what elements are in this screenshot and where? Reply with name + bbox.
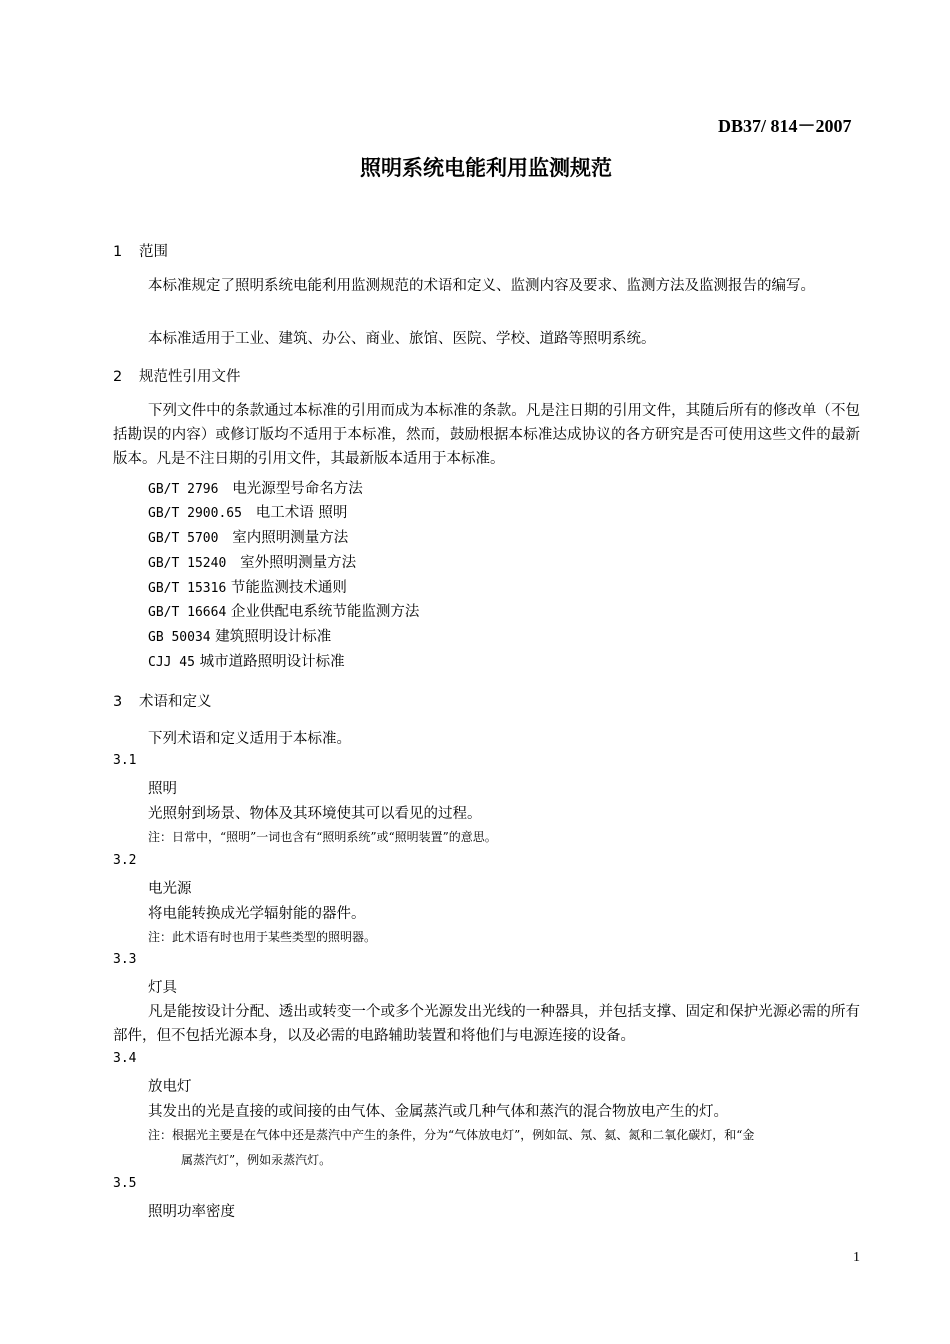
term-name: 电光源 <box>148 881 192 897</box>
term-name: 放电灯 <box>148 1079 192 1095</box>
section-3-heading <box>113 690 212 711</box>
term-definition: 凡是能按设计分配、透出或转变一个或多个光源发出光线的一种器具，并包括支撑、固定和保护光源必需的所有部件，但不包括光源本身，以及必需的电路辅助装置和将他们与电源连接的设备。 <box>113 1004 860 1044</box>
reference-code: GB 50034 <box>148 630 211 645</box>
reference-item <box>148 551 356 572</box>
standard-code: DB37/ 814－2007 <box>718 116 852 136</box>
term-note-line-1: 注：根据光主要是在气体中还是蒸汽中产生的条件，分为“气体放电灯”，例如氙、氖、氦、氮和二氧化碳灯，和“金 <box>148 1128 755 1142</box>
reference-name: 城市道路照明设计标准 <box>199 654 345 670</box>
clause-number: 3.5 <box>113 1176 137 1191</box>
reference-code: GB/T 5700 <box>148 531 219 546</box>
section-1-paragraph-1: 本标准规定了照明系统电能利用监测规范的术语和定义、监测内容及要求、监测方法及监测报告的编写。 <box>148 278 815 294</box>
section-1-heading <box>113 240 168 261</box>
reference-item <box>148 625 331 646</box>
clause-number: 3.4 <box>113 1051 137 1066</box>
term-note-line-2: 属蒸汽灯”，例如汞蒸汽灯。 <box>181 1153 332 1167</box>
clause-number: 3.2 <box>113 853 137 868</box>
section-number: 3 <box>113 694 123 710</box>
term-name: 照明功率密度 <box>148 1204 235 1220</box>
page-number: 1 <box>853 1250 860 1265</box>
reference-code: GB/T 15240 <box>148 556 227 571</box>
reference-name: 企业供配电系统节能监测方法 <box>230 604 420 620</box>
section-3-intro: 下列术语和定义适用于本标准。 <box>148 731 351 747</box>
reference-name: 建筑照明设计标准 <box>215 629 332 645</box>
section-2-paragraph-1: 下列文件中的条款通过本标准的引用而成为本标准的条款。凡是注日期的引用文件，其随后所有的修改单（不包括勘误的内容）或修订版均不适用于本标准，然而，鼓励根据本标准达成协议的各方研究是否可使用这些文件的最新版本。凡是不注日期的引用文件，其最新版本适用于本标准。 <box>113 403 860 467</box>
reference-name: 电工术语 照明 <box>255 505 348 521</box>
term-definition: 其发出的光是直接的或间接的由气体、金属蒸汽或几种气体和蒸汽的混合物放电产生的灯。 <box>148 1104 728 1120</box>
section-1-paragraph-2: 本标准适用于工业、建筑、办公、商业、旅馆、医院、学校、道路等照明系统。 <box>148 331 656 347</box>
reference-code: GB/T 2900.65 <box>148 506 242 521</box>
reference-name: 室外照明测量方法 <box>240 555 357 571</box>
reference-name: 室内照明测量方法 <box>232 530 349 546</box>
section-number: 1 <box>113 244 123 260</box>
clause-number: 3.3 <box>113 952 137 967</box>
reference-name: 电光源型号命名方法 <box>232 481 363 497</box>
reference-code: CJJ 45 <box>148 655 195 670</box>
section-number: 2 <box>113 369 123 385</box>
term-note: 注：此术语有时也用于某些类型的照明器。 <box>148 930 377 944</box>
term-name: 照明 <box>148 781 177 797</box>
section-title: 规范性引用文件 <box>139 369 241 385</box>
reference-item <box>148 501 347 522</box>
document-title: 照明系统电能利用监测规范 <box>360 156 612 180</box>
term-note: 注：日常中，“照明”一词也含有“照明系统”或“照明装置”的意思。 <box>148 830 497 844</box>
reference-item <box>148 526 348 547</box>
reference-code: GB/T 16664 <box>148 605 227 620</box>
section-2-heading <box>113 365 241 386</box>
reference-item <box>148 600 419 621</box>
term-name: 灯具 <box>148 980 177 996</box>
clause-number: 3.1 <box>113 753 137 768</box>
reference-code: GB/T 2796 <box>148 482 219 497</box>
reference-item <box>148 477 363 498</box>
reference-code: GB/T 15316 <box>148 581 227 596</box>
section-title: 范围 <box>139 244 168 260</box>
term-definition: 将电能转换成光学辐射能的器件。 <box>148 906 366 922</box>
reference-item <box>148 650 345 671</box>
term-definition: 光照射到场景、物体及其环境使其可以看见的过程。 <box>148 806 482 822</box>
reference-name: 节能监测技术通则 <box>230 580 347 596</box>
reference-item <box>148 576 347 597</box>
section-title: 术语和定义 <box>139 694 212 710</box>
